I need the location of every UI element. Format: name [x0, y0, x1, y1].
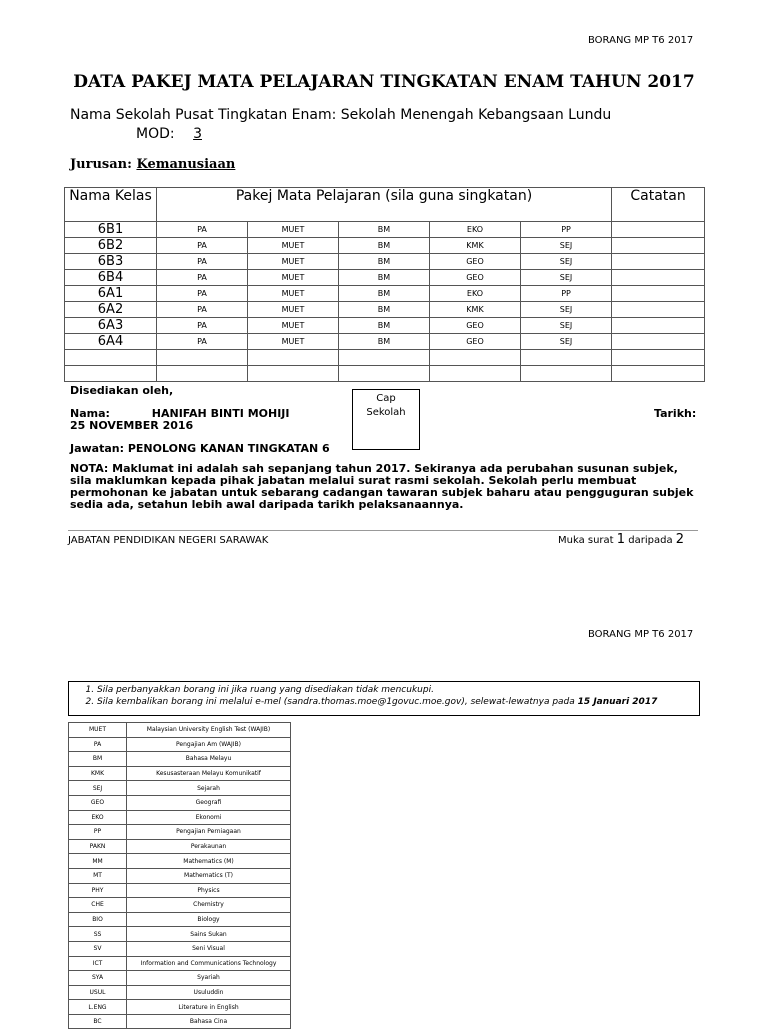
empty-cell	[65, 350, 157, 366]
empty-cell	[612, 366, 705, 382]
subject-cell: MUET	[248, 238, 339, 254]
abbreviation-row	[69, 971, 291, 986]
abbreviation-row	[69, 912, 291, 927]
mod-label: MOD:	[136, 126, 175, 142]
abbreviation-meaning: Seni Visual	[127, 941, 291, 956]
empty-row	[65, 350, 705, 366]
footer-page	[558, 532, 684, 547]
abbreviation-meaning: Malaysian University English Test (WAJIB)	[127, 723, 291, 738]
stamp-line2: Sekolah	[366, 407, 406, 418]
empty-cell	[339, 350, 430, 366]
abbreviation-code: EKO	[69, 810, 127, 825]
abbreviation-row	[69, 723, 291, 738]
abbreviation-meaning: Bahasa Melayu	[127, 752, 291, 767]
empty-cell	[339, 366, 430, 382]
abbreviation-meaning: Pengajian Am (WAJIB)	[127, 737, 291, 752]
empty-cell	[521, 366, 612, 382]
empty-cell	[65, 366, 157, 382]
subject-cell: PA	[157, 254, 248, 270]
abbreviation-code: GEO	[69, 795, 127, 810]
abbreviation-code: USUL	[69, 985, 127, 1000]
class-name: 6A2	[65, 302, 157, 318]
package-row	[65, 270, 705, 286]
abbreviation-code: KMK	[69, 766, 127, 781]
empty-row	[65, 366, 705, 382]
school-stamp-box	[352, 389, 420, 450]
abbreviation-row	[69, 956, 291, 971]
subject-cell: PA	[157, 302, 248, 318]
nama-value: HANIFAH BINTI MOHIJI	[151, 407, 290, 420]
abbreviation-meaning: Sejarah	[127, 781, 291, 796]
subject-cell: BM	[339, 318, 430, 334]
abbreviation-meaning: Mathematics (M)	[127, 854, 291, 869]
stamp-line1: Cap	[376, 393, 396, 404]
subject-cell: SEJ	[521, 238, 612, 254]
abbreviation-row	[69, 839, 291, 854]
abbreviation-row	[69, 766, 291, 781]
package-row	[65, 334, 705, 350]
disediakan-label: Disediakan oleh,	[70, 384, 174, 397]
class-name: 6A4	[65, 334, 157, 350]
nota: NOTA: Maklumat ini adalah sah sepanjang tahun 2017. Sekiranya ada perubahan susunan subjek, sila maklumkan kepada pihak jabatan melalui surat rasmi sekolah. Sekolah perlu membuat permohonan ke jabatan untuk sebarang cadangan tawaran subjek baharu atau pengguguran subjek sedia ada, setahun lebih awal daripada tarikh pelaksanaannya.	[70, 462, 694, 511]
subject-cell: MUET	[248, 302, 339, 318]
empty-cell	[157, 366, 248, 382]
subject-cell: PA	[157, 334, 248, 350]
subject-cell: GEO	[430, 254, 521, 270]
subject-cell: GEO	[430, 318, 521, 334]
catatan-cell	[612, 270, 705, 286]
abbreviation-meaning: Mathematics (T)	[127, 868, 291, 883]
abbreviation-row	[69, 941, 291, 956]
abbreviation-code: MT	[69, 868, 127, 883]
abbreviation-table	[68, 722, 291, 1029]
subject-cell: MUET	[248, 222, 339, 238]
abbreviation-row	[69, 898, 291, 913]
package-row	[65, 318, 705, 334]
subject-cell: BM	[339, 254, 430, 270]
subject-cell: KMK	[430, 238, 521, 254]
abbreviation-row	[69, 825, 291, 840]
subject-cell: EKO	[430, 286, 521, 302]
catatan-cell	[612, 318, 705, 334]
subject-cell: EKO	[430, 222, 521, 238]
subject-cell: BM	[339, 302, 430, 318]
abbreviation-row	[69, 883, 291, 898]
abbreviation-row	[69, 795, 291, 810]
subject-cell: SEJ	[521, 270, 612, 286]
package-table	[64, 187, 705, 382]
abbreviation-code: ICT	[69, 956, 127, 971]
footer-page-total: 2	[675, 532, 685, 547]
abbreviation-code: PAKN	[69, 839, 127, 854]
footer-page-prefix: Muka surat	[558, 535, 614, 546]
subject-cell: MUET	[248, 254, 339, 270]
class-name: 6B3	[65, 254, 157, 270]
class-name: 6B4	[65, 270, 157, 286]
abbreviation-code: BM	[69, 752, 127, 767]
abbreviation-code: MM	[69, 854, 127, 869]
mod-value: 3	[193, 126, 202, 142]
subject-cell: MUET	[248, 334, 339, 350]
abbreviation-code: PHY	[69, 883, 127, 898]
subject-cell: SEJ	[521, 302, 612, 318]
footer-left: JABATAN PENDIDIKAN NEGERI SARAWAK	[68, 535, 269, 546]
empty-cell	[157, 350, 248, 366]
jurusan-label: Jurusan:	[70, 157, 132, 172]
tarikh-label: Tarikh:	[654, 407, 697, 420]
abbreviation-meaning: Chemistry	[127, 898, 291, 913]
subject-cell: PA	[157, 222, 248, 238]
subject-cell: MUET	[248, 270, 339, 286]
abbreviation-code: SEJ	[69, 781, 127, 796]
subject-cell: PP	[521, 222, 612, 238]
nama-label: Nama:	[70, 407, 110, 420]
catatan-cell	[612, 334, 705, 350]
form-code-page2: BORANG MP T6 2017	[588, 629, 694, 640]
instruction-1: 1. Sila perbanyakkan borang ini jika ruang yang disediakan tidak mencukupi.	[97, 684, 699, 696]
subject-cell: GEO	[430, 270, 521, 286]
abbreviation-meaning: Kesusasteraan Melayu Komunikatif	[127, 766, 291, 781]
abbreviation-code: SYA	[69, 971, 127, 986]
abbreviation-code: BC	[69, 1014, 127, 1029]
abbreviation-code: PP	[69, 825, 127, 840]
subject-cell: BM	[339, 286, 430, 302]
class-name: 6A1	[65, 286, 157, 302]
jurusan-line	[70, 157, 235, 172]
abbreviation-row	[69, 752, 291, 767]
class-name: 6B1	[65, 222, 157, 238]
tarikh-value: 25 NOVEMBER 2016	[70, 419, 194, 432]
package-row	[65, 286, 705, 302]
subject-cell: BM	[339, 222, 430, 238]
abbreviation-row	[69, 1014, 291, 1029]
jurusan-value: Kemanusiaan	[136, 157, 236, 172]
package-row	[65, 302, 705, 318]
header-pakej: Pakej Mata Pelajaran (sila guna singkatan)	[157, 188, 612, 222]
subject-cell: MUET	[248, 286, 339, 302]
subject-cell: BM	[339, 238, 430, 254]
package-table-header	[65, 188, 705, 222]
class-name: 6A3	[65, 318, 157, 334]
subject-cell: BM	[339, 270, 430, 286]
abbreviation-meaning: Pengajian Perniagaan	[127, 825, 291, 840]
abbreviation-code: PA	[69, 737, 127, 752]
divider	[68, 530, 698, 531]
empty-cell	[248, 350, 339, 366]
abbreviation-code: BIO	[69, 912, 127, 927]
abbreviation-row	[69, 810, 291, 825]
abbreviation-meaning: Ekonomi	[127, 810, 291, 825]
abbreviation-row	[69, 927, 291, 942]
catatan-cell	[612, 302, 705, 318]
empty-cell	[521, 350, 612, 366]
subject-cell: PA	[157, 238, 248, 254]
empty-cell	[612, 350, 705, 366]
abbreviation-code: CHE	[69, 898, 127, 913]
catatan-cell	[612, 254, 705, 270]
abbreviation-row	[69, 868, 291, 883]
instruction-2-text: Sila kembalikan borang ini melalui e-mel (sandra.thomas.moe@1govuc.moe.gov), selewat-lewatnya pada	[97, 697, 575, 707]
catatan-cell	[612, 222, 705, 238]
empty-cell	[430, 366, 521, 382]
abbreviation-meaning: Usuluddin	[127, 985, 291, 1000]
mod-line	[136, 126, 202, 142]
footer-page-num: 1	[616, 532, 626, 547]
header-nama-kelas: Nama Kelas	[65, 188, 157, 222]
package-row	[65, 238, 705, 254]
empty-cell	[248, 366, 339, 382]
subject-cell: SEJ	[521, 254, 612, 270]
school-name: Nama Sekolah Pusat Tingkatan Enam: Sekolah Menengah Kebangsaan Lundu	[70, 107, 612, 123]
class-name: 6B2	[65, 238, 157, 254]
page-title: DATA PAKEJ MATA PELAJARAN TINGKATAN ENAM TAHUN 2017	[73, 72, 695, 92]
instruction-2	[97, 696, 699, 708]
header-catatan: Catatan	[612, 188, 705, 222]
abbreviation-meaning: Literature in English	[127, 1000, 291, 1015]
subject-cell: PA	[157, 318, 248, 334]
catatan-cell	[612, 286, 705, 302]
subject-cell: SEJ	[521, 334, 612, 350]
package-row	[65, 254, 705, 270]
abbreviation-meaning: Information and Communications Technology	[127, 956, 291, 971]
subject-cell: SEJ	[521, 318, 612, 334]
abbreviation-meaning: Geografi	[127, 795, 291, 810]
abbreviation-meaning: Physics	[127, 883, 291, 898]
abbreviation-code: MUET	[69, 723, 127, 738]
catatan-cell	[612, 238, 705, 254]
abbreviation-meaning: Syariah	[127, 971, 291, 986]
abbreviation-code: L.ENG	[69, 1000, 127, 1015]
abbreviation-row	[69, 1000, 291, 1015]
subject-cell: GEO	[430, 334, 521, 350]
subject-cell: PA	[157, 286, 248, 302]
instructions-box	[68, 681, 700, 716]
abbreviation-meaning: Bahasa Cina	[127, 1014, 291, 1029]
abbreviation-row	[69, 781, 291, 796]
subject-cell: PA	[157, 270, 248, 286]
abbreviation-code: SV	[69, 941, 127, 956]
abbreviation-meaning: Sains Sukan	[127, 927, 291, 942]
package-row	[65, 222, 705, 238]
subject-cell: PP	[521, 286, 612, 302]
footer-page-mid: daripada	[628, 535, 673, 546]
form-code: BORANG MP T6 2017	[588, 35, 694, 46]
instruction-deadline: 15 Januari 2017	[577, 697, 658, 707]
subject-cell: KMK	[430, 302, 521, 318]
abbreviation-row	[69, 985, 291, 1000]
abbreviation-meaning: Biology	[127, 912, 291, 927]
jawatan: Jawatan: PENOLONG KANAN TINGKATAN 6	[70, 442, 330, 455]
subject-cell: BM	[339, 334, 430, 350]
subject-cell: MUET	[248, 318, 339, 334]
abbreviation-row	[69, 854, 291, 869]
abbreviation-code: SS	[69, 927, 127, 942]
abbreviation-row	[69, 737, 291, 752]
abbreviation-meaning: Perakaunan	[127, 839, 291, 854]
empty-cell	[430, 350, 521, 366]
